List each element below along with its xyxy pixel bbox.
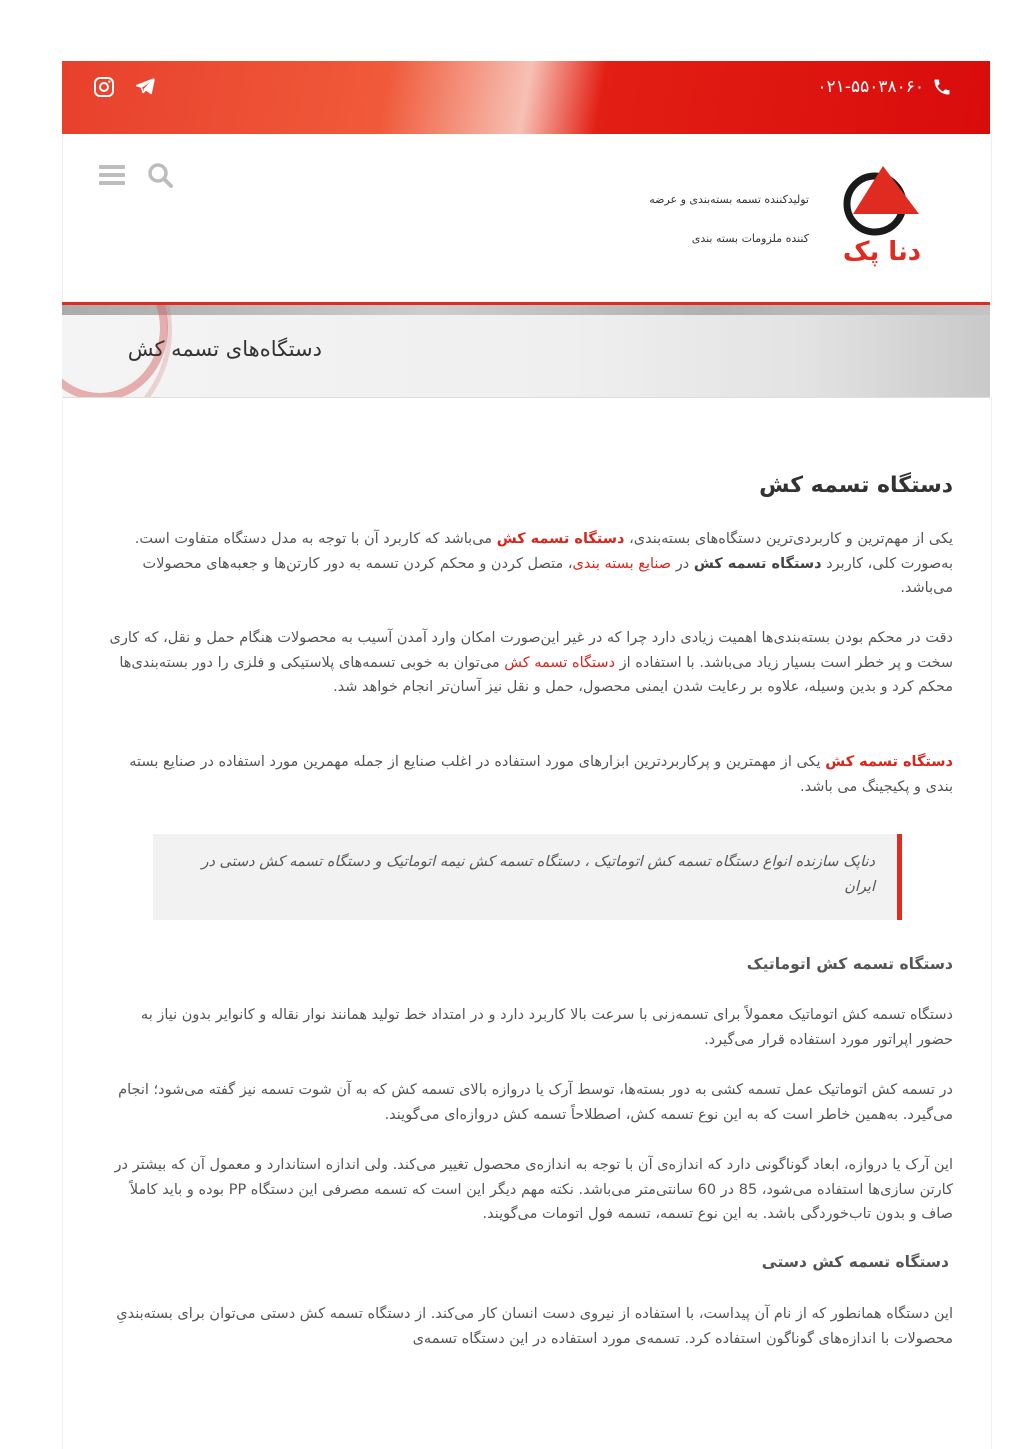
telegram-icon[interactable]	[134, 75, 158, 99]
menu-icon[interactable]	[99, 164, 125, 190]
instagram-icon[interactable]	[92, 75, 116, 99]
page-title: دستگاه‌های تسمه کش	[127, 337, 322, 361]
paragraph-manual: این دستگاه همانطور که از نام آن پیداست، با استفاده از نیروی دست انسان کار می‌کند. از دستگاه تسمه کش دستی می‌توان برای بسته‌بندیِ محصولات با اندازه‌های گوناگون استفاده کرد. تسمه‌ی مورد استفاده در این دستگاه تسمه‌ی	[116, 1306, 953, 1347]
link-strapping-machine[interactable]: دستگاه تسمه کش	[496, 531, 625, 547]
dena-pak-logo[interactable]	[839, 164, 925, 274]
page-banner	[62, 305, 990, 398]
link-strapping-machine-2[interactable]: دستگاه تسمه کش	[504, 654, 616, 671]
blockquote	[153, 834, 902, 920]
phone-contact[interactable]	[817, 75, 952, 99]
text-span: می‌باشد که کاربرد آن با توجه به مدل دستگاه متفاوت است. به‌صورت کلی، کاربرد	[134, 531, 953, 572]
text-span: می‌توان به خوبی تسمه‌های پلاستیکی و فلزی را دور بسته‌بندی‌ها محکم کرد و بدین وسیله، علاوه بر رعایت شدن ایمنی محصول، حمل و نقل نیز آسان‌تر انجام خواهد شد.	[119, 654, 953, 695]
heading-manual: دستگاه تسمه کش دستی	[761, 1253, 949, 1271]
tagline-line-2: کننده ملزومات بسته بندی	[691, 232, 809, 245]
text-span: دقت در محکم بودن بسته‌بندی‌ها اهمیت زیادی دارد چرا که در غیر این‌صورت امکان وارد آمدن آسیب به محصولات هنگام حمل و نقل، که کاری سخت و پر خطر است بسیار زیاد می‌باشد. با استفاده از	[109, 630, 953, 671]
text-span: یکی از مهم‌ترین و کاربردی‌ترین دستگاه‌های بسته‌بندی،	[624, 531, 953, 547]
header-actions	[99, 162, 173, 192]
search-icon[interactable]	[147, 162, 173, 192]
text-span: یکی از مهمترین و پرکاربردترین ابزارهای مورد استفاده در اغلب صنایع از جمله مهمرین مورد استفاده در صنایع بسته بندی و پکیجینگ می باشد.	[129, 754, 953, 795]
article-heading: دستگاه تسمه کش	[759, 473, 953, 498]
paragraph-automatic-3: این آرک یا دروازه، ابعاد گوناگونی دارد که اندازه‌ی آن با توجه به اندازه‌ی محصول تغییر می‌کند. ولی اندازه استاندارد و معمول آن که بیشتر در کارتن سازی‌ها استفاده می‌شود، 85 در 60 سانتی‌متر می‌باشد. نکته مهم دیگر این است که تسمه مصرفی این دستگاه PP بوده و باید کاملاً صاف و بدون تاب‌خوردگی باشد. به این نوع تسمه، تسمه فول اتومات می‌گویند.	[114, 1157, 953, 1222]
phone-icon	[932, 77, 952, 97]
link-strapping-machine-3[interactable]: دستگاه تسمه کش	[825, 754, 953, 770]
paragraph-automatic-1: دستگاه تسمه کش اتوماتیک معمولاً برای تسمه‌زنی با سرعت بالا کاربرد دارد و در امتداد خط تولید همانند نوار نقاله و کانوایر بدون نیاز به حضور اپراتور مورد استفاده قرار می‌گیرد.	[140, 1007, 953, 1048]
paragraph-importance	[108, 626, 953, 700]
link-packaging-industry[interactable]: صنایع بسته بندی	[572, 555, 672, 572]
phone-number[interactable]: ۰۲۱-۵۵۰۳۸۰۶۰	[817, 77, 924, 97]
quote-text: دناپک سازنده انواع دستگاه تسمه کش اتوماتیک ، دستگاه تسمه کش نیمه اتوماتیک و دستگاه تسمه کش دستی در ایران	[201, 854, 875, 895]
text-span: در	[671, 555, 694, 572]
text-span: ، متصل کردن و محکم کردن تسمه به دور کارتن‌ها و جعبه‌های محصولات می‌باشد.	[142, 555, 953, 596]
article-content	[62, 397, 992, 1449]
site-tagline	[569, 180, 809, 258]
top-bar	[62, 61, 990, 134]
heading-automatic: دستگاه تسمه کش اتوماتیک	[746, 955, 953, 973]
paragraph-automatic-2: در تسمه کش اتوماتیک عمل تسمه کشی به دور بسته‌ها، توسط آرک یا دروازه بالای تسمه کش که به آن شوت تسمه نیز گفته می‌شود؛ انجام می‌گیرد. به‌همین خاطر است که به این نوع تسمه کش، اصطلاحاً تسمه کش دروازه‌ای می‌گویند.	[118, 1082, 953, 1123]
bold-strapping-machine: دستگاه تسمه کش	[693, 555, 822, 572]
banner-strip	[62, 305, 990, 315]
svg-text:دنا پک: دنا پک	[842, 237, 922, 267]
site-header	[62, 134, 992, 302]
tagline-line-1: تولیدکننده تسمه بسته‌بندی و عرضه	[649, 193, 809, 206]
paragraph-usage	[108, 750, 953, 799]
paragraph-intro	[108, 527, 953, 601]
social-links	[92, 75, 158, 99]
